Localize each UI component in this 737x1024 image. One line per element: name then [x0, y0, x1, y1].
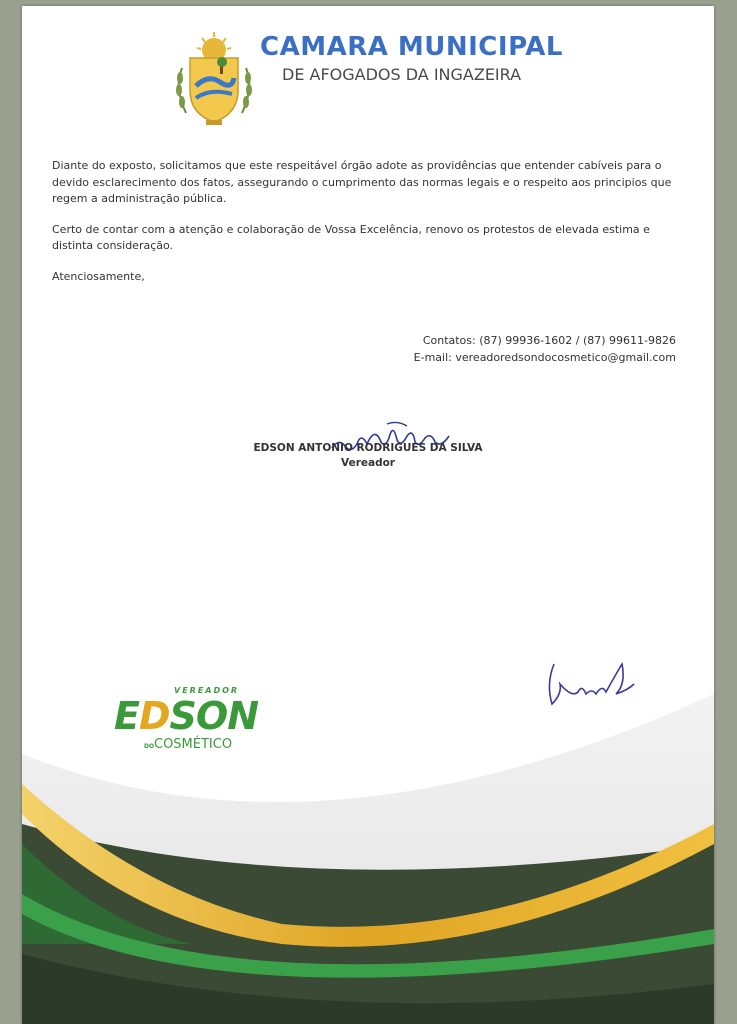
- closing: Atenciosamente,: [52, 269, 145, 283]
- signature-block: [22, 442, 714, 469]
- signer-name: EDSON ANTONIO RODRIGUES DA SILVA: [253, 442, 483, 454]
- paragraph: Diante do exposto, solicitamos que este respeitável órgão adote as providências que entender cabíveis para o devido esclarecimento dos fatos, assegurando o cumprimento das normas legais e o respeito aos principios que regem a administração pública.: [52, 159, 672, 205]
- municipal-seal-icon: [172, 28, 256, 128]
- logo-letters: SON: [169, 694, 258, 738]
- contact-email: E-mail: vereadoredsondocosmetico@gmail.com: [413, 351, 676, 364]
- logo-letter: E: [114, 694, 139, 738]
- chamber-city: DE AFOGADOS DA INGAZEIRA: [282, 65, 522, 84]
- contact-phones: Contatos: (87) 99936-1602 / (87) 99611-9826: [422, 334, 676, 347]
- chamber-name: CAMARA MUNICIPAL: [260, 32, 563, 62]
- contact-info: [414, 332, 676, 366]
- decorative-footer-wave: [22, 694, 714, 1024]
- logo-bottom-word: COSMÉTICO: [154, 737, 233, 752]
- logo-letter-accent: D: [138, 694, 170, 738]
- logo-top-word: VEREADOR: [174, 686, 240, 695]
- letter-page: [22, 6, 714, 1024]
- paragraph: Certo de contar com a atenção e colaboração de Vossa Excelência, renovo os protestos de elevada estima e distinta consideração.: [52, 222, 650, 252]
- signer-role: Vereador: [341, 457, 395, 469]
- letter-body: [52, 158, 682, 299]
- logo-do-word: DO: [144, 743, 155, 750]
- letterhead: [172, 28, 692, 128]
